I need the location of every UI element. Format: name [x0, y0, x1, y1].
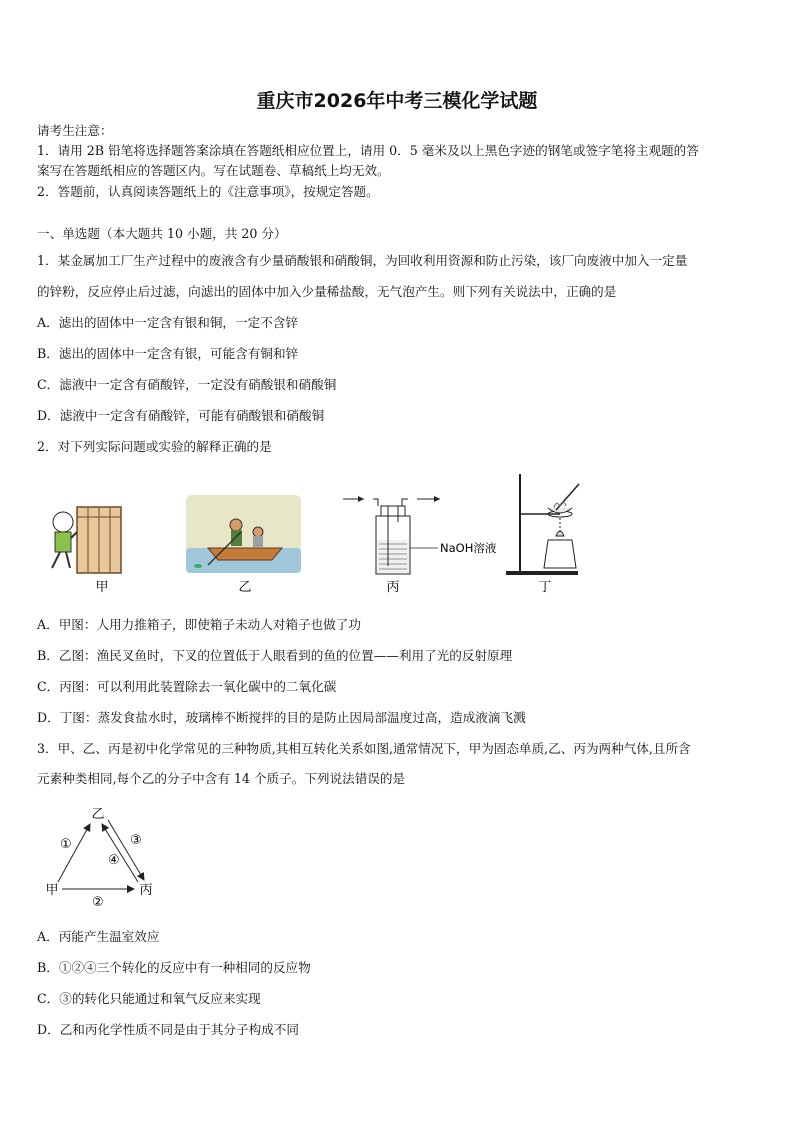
q1-option-a: A．滤出的固体中一定含有银和铜，一定不含锌: [37, 315, 298, 330]
arrow-3: [108, 820, 144, 880]
q3-option-b: B．①②④三个转化的反应中有一种相同的反应物: [37, 960, 311, 975]
arrow-1: [58, 824, 90, 882]
q3-option-a: A．丙能产生温室效应: [37, 929, 160, 944]
q3-stem-line-2: 元素种类相同,每个乙的分子中含有 14 个质子。下列说法错误的是: [37, 771, 406, 786]
q3-stem-line-1: 3．甲、乙、丙是初中化学常见的三种物质,其相互转化关系如图,通常情况下，甲为固态单质,乙、丙为两种气体,且所含: [37, 741, 691, 756]
label-4: ④: [108, 853, 120, 868]
figure-label-yi: 乙: [238, 580, 252, 595]
q1-stem-line-2: 的锌粉，反应停止后过滤，向滤出的固体中加入少量稀盐酸，无气泡产生。则下列有关说法中，正确的是: [37, 284, 617, 299]
q3-option-c: C．③的转化只能通过和氧气反应来实现: [37, 991, 261, 1006]
q2-option-d: D．丁图：蒸发食盐水时，玻璃棒不断搅拌的目的是防止因局部温度过高，造成液滴飞溅: [37, 710, 526, 725]
figure-jia-pushing-box: [52, 507, 121, 573]
figure-ding-evaporation: [506, 474, 579, 575]
label-2: ②: [92, 895, 104, 910]
notice-item-1-line-2: 案写在答题纸相应的答题区内。写在试题卷、草稿纸上均无效。: [37, 163, 390, 178]
figure-yi-fishing-boat: [186, 495, 301, 573]
naoh-solution-label: NaOH溶液: [440, 541, 497, 555]
node-yi: 乙: [91, 807, 105, 822]
figure-label-ding: 丁: [538, 580, 552, 595]
node-jia: 甲: [45, 883, 59, 898]
q1-option-b: B．滤出的固体中一定含有银，可能含有铜和锌: [37, 346, 299, 361]
figure-label-jia: 甲: [95, 580, 109, 595]
q1-stem-line-1: 1．某金属加工厂生产过程中的废液含有少量硝酸银和硝酸铜，为回收利用资源和防止污染，该厂向废液中加入一定量: [37, 253, 688, 268]
node-bing: 丙: [139, 883, 153, 898]
q1-option-d: D．滤液中一定含有硝酸锌，可能有硝酸银和硝酸铜: [37, 408, 325, 423]
notice-item-1-line-1: 1．请用 2B 铅笔将选择题答案涂填在答题纸相应位置上，请用 0．5 毫米及以上黑色字迹的钢笔或签字笔将主观题的答: [37, 143, 699, 158]
q3-transformation-diagram: [36, 798, 176, 913]
label-1: ①: [60, 837, 72, 852]
figure-label-bing: 丙: [386, 580, 400, 595]
q2-figures: [36, 470, 596, 600]
q2-option-c: C．丙图：可以利用此装置除去一氧化碳中的二氧化碳: [37, 679, 337, 694]
section-heading: 一、单选题（本大题共 10 小题，共 20 分）: [37, 226, 287, 241]
q3-option-d: D．乙和丙化学性质不同是由于其分子构成不同: [37, 1022, 299, 1037]
notice-item-2: 2．答题前，认真阅读答题纸上的《注意事项》，按规定答题。: [37, 184, 379, 199]
figure-bing-gas-washing-bottle: [343, 496, 497, 574]
q2-option-a: A．甲图：人用力推箱子，即使箱子未动人对箱子也做了功: [37, 617, 361, 632]
q2-stem: 2．对下列实际问题或实验的解释正确的是: [37, 439, 272, 454]
page-title: 重庆市2026年中考三模化学试题: [256, 90, 538, 112]
q1-option-c: C．滤液中一定含有硝酸锌，一定没有硝酸银和硝酸铜: [37, 377, 337, 392]
notice-heading: 请考生注意：: [37, 123, 113, 138]
q2-option-b: B．乙图：渔民叉鱼时，下叉的位置低于人眼看到的鱼的位置——利用了光的反射原理: [37, 648, 513, 663]
label-3: ③: [130, 833, 142, 848]
